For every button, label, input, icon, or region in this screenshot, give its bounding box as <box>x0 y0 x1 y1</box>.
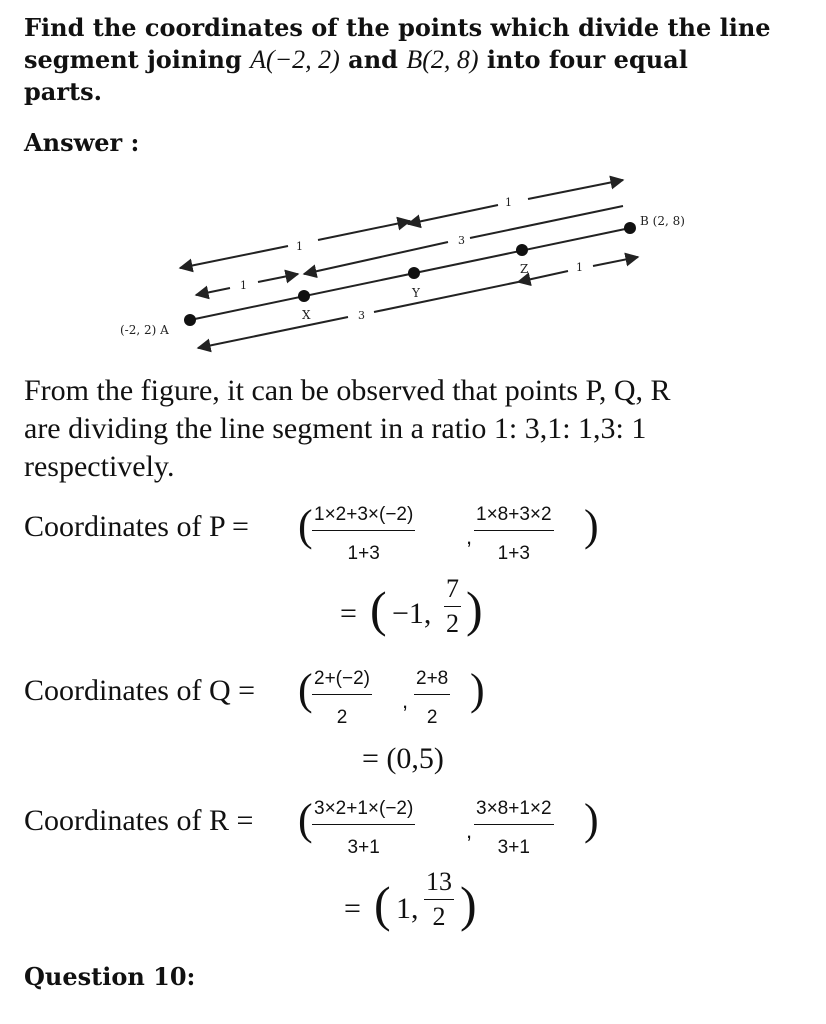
point-x-dot <box>298 290 310 302</box>
line-segment-figure <box>118 168 738 363</box>
next-question-heading: Question 10: <box>24 962 196 991</box>
dim-line-2-right <box>528 180 623 199</box>
r-result-eq: = <box>344 892 361 925</box>
p-x-fraction <box>312 504 415 565</box>
r-result-x: 1, <box>396 892 419 925</box>
q-label: Coordinates of Q = <box>24 674 256 707</box>
question-text <box>24 12 804 108</box>
p-comma: , <box>466 524 473 549</box>
seg-label-2: 1 <box>240 279 247 292</box>
p-result-numerator: 7 <box>444 574 461 607</box>
r-y-numerator: 3×8+1×2 <box>474 798 554 825</box>
question-line-2 <box>24 44 804 76</box>
p-result-close-paren: ) <box>466 581 483 637</box>
r-y-fraction <box>474 798 554 859</box>
q-close-paren: ) <box>470 665 485 714</box>
seg-label-3: 3 <box>458 234 465 247</box>
q-y-fraction <box>414 668 450 729</box>
point-a-dot <box>184 314 196 326</box>
r-open-paren: ( <box>298 795 313 844</box>
q-result: = (0,5) <box>362 742 444 775</box>
point-b: B(2, 8) <box>406 45 479 74</box>
dim-line-2-left <box>408 205 498 224</box>
r-result-open-paren: ( <box>374 876 391 932</box>
answer-heading: Answer : <box>24 128 140 157</box>
p-close-paren: ) <box>584 501 599 550</box>
question-and: and <box>339 45 407 74</box>
seg-label-5: 3 <box>358 309 365 322</box>
question-tail: into four equal <box>478 45 688 74</box>
r-x-denominator: 3+1 <box>347 837 380 858</box>
p-result-eq: = <box>340 597 357 630</box>
p-x-denominator: 1+3 <box>347 543 380 564</box>
seg-label-6: 1 <box>576 261 583 274</box>
p-label: Coordinates of P = <box>24 510 249 543</box>
r-x-fraction <box>312 798 415 859</box>
label-x: X <box>302 308 311 322</box>
label-b: B (2, 8) <box>640 214 685 228</box>
point-z-dot <box>516 244 528 256</box>
point-b-dot <box>624 222 636 234</box>
dim-line-3-left <box>196 288 230 295</box>
r-close-paren: ) <box>584 795 599 844</box>
observation-line-1: From the figure, it can be observed that points P, Q, R <box>24 374 671 407</box>
question-line-1: Find the coordinates of the points which divide the line <box>24 13 771 42</box>
label-z: Z <box>520 262 529 276</box>
p-result-x: −1, <box>392 597 432 630</box>
r-result-denominator: 2 <box>432 902 446 931</box>
question-line-3: parts. <box>24 77 102 106</box>
p-y-denominator: 1+3 <box>497 543 530 564</box>
observation-text <box>24 372 804 486</box>
dim-line-6-right <box>374 282 518 312</box>
label-y: Y <box>412 286 420 300</box>
dim-line-4-left <box>304 242 448 274</box>
seg-label-4: 1 <box>505 196 512 209</box>
r-result-numerator: 13 <box>424 867 454 900</box>
dim-line-5-right <box>593 257 638 266</box>
dim-line-3-right <box>258 274 298 282</box>
dim-line-1-left <box>180 246 288 268</box>
seg-label-1: 1 <box>296 240 303 253</box>
r-label: Coordinates of R = <box>24 804 254 837</box>
p-x-numerator: 1×2+3×(−2) <box>312 504 415 531</box>
dim-line-1-right <box>318 221 410 240</box>
q-x-denominator: 2 <box>336 707 348 728</box>
r-x-numerator: 3×2+1×(−2) <box>312 798 415 825</box>
p-open-paren: ( <box>298 501 313 550</box>
q-y-denominator: 2 <box>426 707 438 728</box>
r-result-close-paren: ) <box>460 876 477 932</box>
question-segment-text: segment joining <box>24 45 251 74</box>
p-result-denominator: 2 <box>446 609 459 638</box>
q-x-numerator: 2+(−2) <box>312 668 372 695</box>
r-y-denominator: 3+1 <box>497 837 530 858</box>
q-x-fraction <box>312 668 372 729</box>
observation-line-2: are dividing the line segment in a ratio 1: 3,1: 1,3: 1 <box>24 412 647 445</box>
p-result-fraction <box>444 574 461 639</box>
label-a: (-2, 2) A <box>120 323 169 337</box>
dim-line-6-left <box>198 317 348 348</box>
point-a: A(−2, 2) <box>250 45 340 74</box>
r-result-fraction <box>424 867 454 932</box>
observation-line-3: respectively. <box>24 450 175 483</box>
dim-line-4-right <box>470 206 623 238</box>
p-result-open-paren: ( <box>370 581 387 637</box>
p-y-fraction <box>474 504 554 565</box>
q-open-paren: ( <box>298 665 313 714</box>
r-comma: , <box>466 818 473 843</box>
q-y-numerator: 2+8 <box>414 668 450 695</box>
p-y-numerator: 1×8+3×2 <box>474 504 554 531</box>
q-comma: , <box>402 688 409 713</box>
point-y-dot <box>408 267 420 279</box>
